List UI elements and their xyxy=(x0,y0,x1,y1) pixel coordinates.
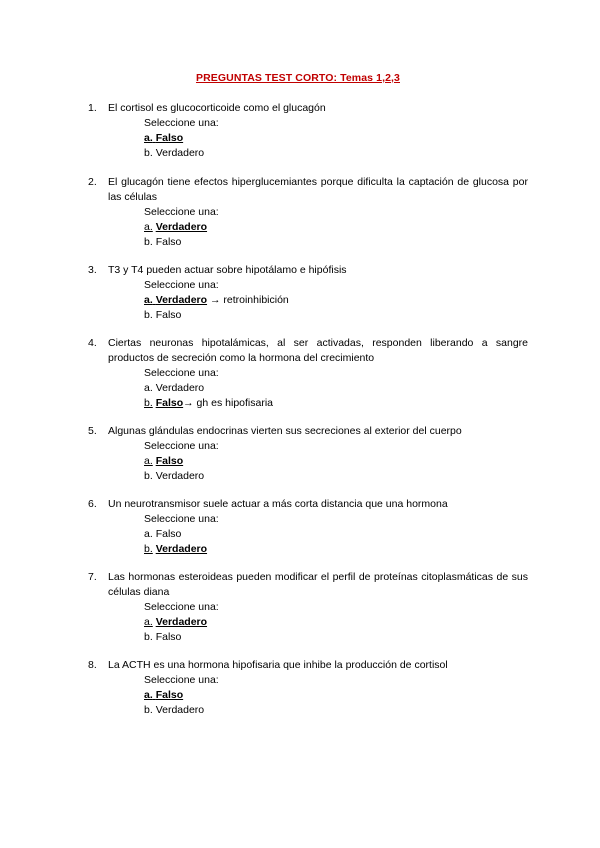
question-text: El glucagón tiene efectos hiperglucemiantes porque dificulta la captación de glucosa por las células xyxy=(108,176,528,203)
answer-options xyxy=(144,673,504,718)
option-letter: b. xyxy=(144,543,153,555)
option-b xyxy=(144,396,504,411)
question-text: Ciertas neuronas hipotalámicas, al ser activadas, responden liberando a sangre productos de secreción como la hormona del crecimiento xyxy=(108,337,528,364)
option-b xyxy=(144,235,504,250)
option-letter: a. xyxy=(144,382,153,394)
option-b xyxy=(144,146,504,161)
option-label: Verdadero xyxy=(155,147,205,159)
option-b xyxy=(144,469,504,484)
question-number: 6. xyxy=(88,498,97,510)
correct-answer xyxy=(144,689,183,701)
question-number: 4. xyxy=(88,337,97,349)
correct-answer: Verdadero xyxy=(155,221,208,233)
answer-note: → retroinhibición xyxy=(207,294,289,306)
option-label: Falso xyxy=(155,132,184,144)
option-label: Falso xyxy=(155,309,182,321)
option-letter: b. xyxy=(144,236,153,248)
option-letter: a. xyxy=(144,528,153,540)
option-a xyxy=(144,615,504,630)
option-a xyxy=(144,688,504,703)
correct-answer xyxy=(144,294,207,306)
prompt-label: Seleccione una: xyxy=(144,440,219,452)
option-letter: b. xyxy=(144,147,153,159)
option-b xyxy=(144,542,504,557)
prompt-label: Seleccione una: xyxy=(144,279,219,291)
correct-answer: Verdadero xyxy=(155,616,208,628)
prompt-label: Seleccione una: xyxy=(144,117,219,129)
option-letter: a. xyxy=(144,294,153,306)
option-label: Verdadero xyxy=(155,470,205,482)
option-letter: a. xyxy=(144,455,153,467)
prompt-label: Seleccione una: xyxy=(144,674,219,686)
question-text: Las hormonas esteroideas pueden modificar el perfil de proteínas citoplasmáticas de sus células diana xyxy=(108,571,528,598)
option-a xyxy=(144,527,504,542)
option-a xyxy=(144,293,504,308)
question-number: 7. xyxy=(88,571,97,583)
option-letter: a. xyxy=(144,132,153,144)
prompt-label: Seleccione una: xyxy=(144,513,219,525)
option-b xyxy=(144,308,504,323)
option-label: Verdadero xyxy=(155,382,205,394)
question-number: 2. xyxy=(88,176,97,188)
correct-answer xyxy=(144,132,183,144)
answer-options xyxy=(144,439,504,484)
option-letter: b. xyxy=(144,470,153,482)
option-letter: a. xyxy=(144,221,153,233)
question-number: 8. xyxy=(88,659,97,671)
answer-options xyxy=(144,278,504,323)
answer-options xyxy=(144,512,504,557)
question-text: Un neurotransmisor suele actuar a más corta distancia que una hormona xyxy=(108,498,448,510)
correct-answer: Verdadero xyxy=(155,543,208,555)
question-number: 1. xyxy=(88,102,97,114)
answer-note: → gh es hipofisaria xyxy=(183,397,274,409)
prompt-label: Seleccione una: xyxy=(144,206,219,218)
option-a xyxy=(144,381,504,396)
option-a xyxy=(144,454,504,469)
answer-options xyxy=(144,366,504,411)
option-label: Verdadero xyxy=(155,294,208,306)
question-text: El cortisol es glucocorticoide como el glucagón xyxy=(108,102,326,114)
page-title: PREGUNTAS TEST CORTO: Temas 1,2,3 xyxy=(195,72,400,84)
question-number: 5. xyxy=(88,425,97,437)
option-a xyxy=(144,131,504,146)
option-letter: b. xyxy=(144,704,153,716)
option-letter: b. xyxy=(144,309,153,321)
prompt-label: Seleccione una: xyxy=(144,367,219,379)
answer-options xyxy=(144,205,504,250)
option-label: Verdadero xyxy=(155,704,205,716)
correct-answer: Falso xyxy=(155,455,184,467)
option-label: Falso xyxy=(155,631,182,643)
option-a xyxy=(144,220,504,235)
option-letter: b. xyxy=(144,631,153,643)
option-label: Falso xyxy=(155,689,184,701)
correct-answer: Falso xyxy=(155,397,184,409)
question-text: La ACTH es una hormona hipofisaria que inhibe la producción de cortisol xyxy=(108,659,448,671)
answer-options xyxy=(144,116,504,161)
question-text: Algunas glándulas endocrinas vierten sus secreciones al exterior del cuerpo xyxy=(108,425,462,437)
prompt-label: Seleccione una: xyxy=(144,601,219,613)
question-number: 3. xyxy=(88,264,97,276)
option-letter: a. xyxy=(144,616,153,628)
question-text: T3 y T4 pueden actuar sobre hipotálamo e hipófisis xyxy=(108,264,347,276)
option-b xyxy=(144,703,504,718)
option-label: Falso xyxy=(155,528,182,540)
option-letter: b. xyxy=(144,397,153,409)
option-letter: a. xyxy=(144,689,153,701)
option-label: Falso xyxy=(155,236,182,248)
option-b xyxy=(144,630,504,645)
answer-options xyxy=(144,600,504,645)
